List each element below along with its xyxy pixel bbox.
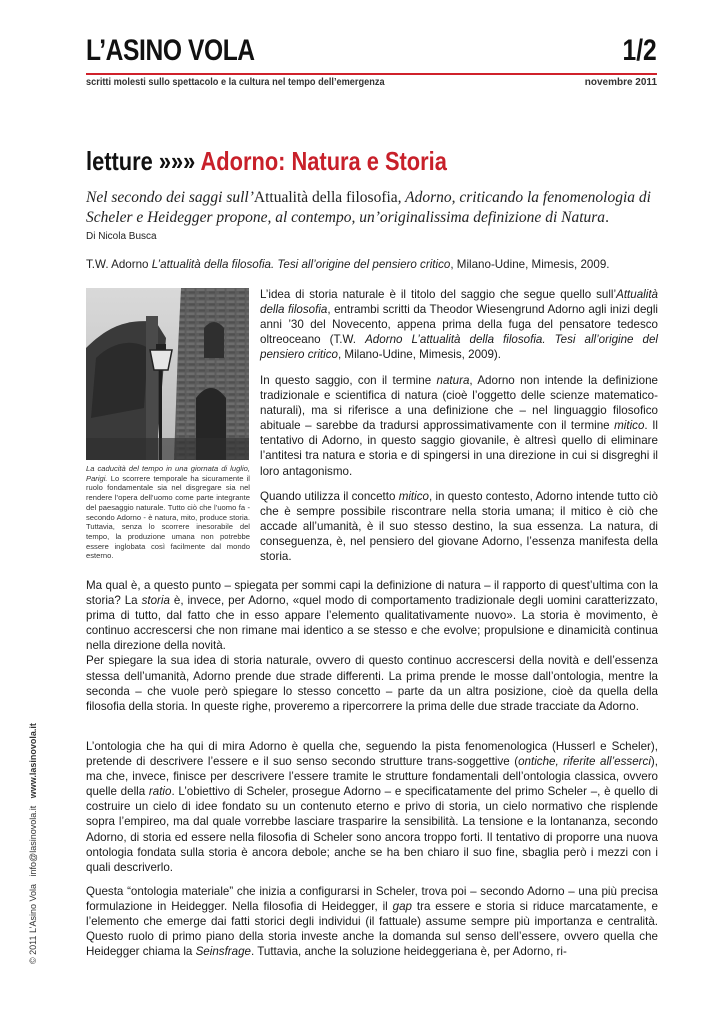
- byline: Di Nicola Busca: [86, 231, 157, 242]
- text-run: , entrambi scritti da Theodor Wiesengrund Adorno agli inizi degli anni ’30 del Novecento, appena prima della fuga del pensatore tedesco oltreoceano (T.W.: [260, 303, 658, 347]
- text-italic: ontiche, riferite all’esserci: [518, 755, 651, 769]
- paragraph: [86, 884, 658, 959]
- text-run: Quando utilizza il concetto: [260, 490, 399, 503]
- text-italic: natura: [436, 374, 470, 387]
- section-label: letture »»»: [86, 146, 196, 176]
- text-run: . Il tentativo di Adorno, in questo saggio giovanile, è altresì quello di eliminare l’antitesi tra natura e storia e di spingersi in una direzione in cui si disgreghi il loro antagonismo.: [260, 419, 658, 478]
- article-title: Adorno: Natura e Storia: [200, 146, 447, 176]
- lede-part: , Adorno, criticando la fenomenologia di Scheler e Heidegger propone: [86, 189, 651, 226]
- text-run: . Tuttavia, anche la soluzione heideggeriana è, per Adorno, ri-: [251, 945, 567, 959]
- paragraph: [260, 373, 658, 479]
- text-italic: gap: [392, 900, 412, 914]
- text-run: . L’obiettivo di Scheler, prosegue Adorno – e specificatamente del primo Scheler –, è quello di costruire un cielo di idee fondato su un contenuto eterno e privo di storia, un cielo normativo che risplende sopra l’empireo, ma dal quale vorrebbe lasciare trasparire la sensibilità. La tensione e la lontananza, secondo Adorno, di storia ed essere nella filosofia di Scheler sono ancora troppo forti. Il tentativo di proporre una nuova ontologia fondata sulla storia è ancora debole; anche se ha ben chiaro il suo fine, sbaglia però i mezzi con i quali descriverlo.: [86, 785, 658, 874]
- masthead-subtitle: scritti molesti sullo spettacolo e la cultura nel tempo dell’emergenza: [86, 77, 385, 88]
- article-lede: [86, 188, 661, 228]
- book-reference: [86, 258, 610, 271]
- lede-part: Nel secondo dei saggi sull’: [86, 189, 254, 206]
- issue-date: novembre 2011: [584, 77, 657, 88]
- paragraph: [86, 578, 658, 714]
- lede-part: , al contempo, un’originalissima definizione di Natura: [267, 209, 606, 226]
- caption-italic: La caducità del tempo in una giornata di luglio, Parigi.: [86, 464, 250, 483]
- masthead-rule: [86, 73, 657, 75]
- masthead-title: L’ASINO VOLA: [86, 34, 255, 67]
- text-run: L’idea di storia naturale è il titolo del saggio che segue quello sull’: [260, 288, 617, 301]
- text-run: Per spiegare la sua idea di storia naturale, ovvero di questo continuo accrescersi della novità e dell’essenza stessa dell’umanità, Adorno prende due strade differenti. La prima prende le mosse dall’ontologia, mentre la seconda – che vuole però spiegare lo stesso concetto – parte da un altra posizione, cioè da quella della filosofia della storia. In queste righe, proveremo a ripercorrere la prima delle due strade tracciate da Adorno.: [86, 654, 658, 713]
- page-number: 1/2: [622, 34, 657, 67]
- text-italic: Adorno L’attualità della filosofia. Tesi all’origine del pensiero critico: [260, 333, 658, 362]
- text-run: è, invece, per Adorno, «quel modo di comportamento tradizionale degli uomini caratterizzato, prima di tutto, dal fatto che in esso appare l’elemento qualitativamente nuovo». La storia è movimento, è continuo accrescersi che non rimane mai identico a se stesso e che evolve; propulsione e dinamicità continua nella direzione della novità.: [86, 594, 658, 653]
- paragraph: [86, 739, 658, 875]
- photo-caption: [86, 464, 250, 561]
- caption-text: Lo scorrere temporale ha sicuramente il ruolo fondamentale sia nel disgregare sia nel rendere l’opera dell’uomo come parte integrante del paesaggio naturale. Tutto ciò che l’uomo fa - secondo Adorno - è natura, mito, produce storia. Tuttavia, senza lo scorrere inesorabile del tempo, la produzione umana non potrebbe essere inglobata così facilmente dal mondo esterno.: [86, 473, 250, 561]
- text-run: In questo saggio, con il termine: [260, 374, 437, 387]
- paragraph: [260, 489, 658, 564]
- article-photo: [86, 288, 249, 460]
- paragraph: [260, 287, 658, 362]
- text-run: , Milano-Udine, Mimesis, 2009).: [337, 348, 501, 362]
- text-italic: Seinsfrage: [195, 945, 251, 959]
- text-italic: mitico: [614, 419, 645, 433]
- text-italic: mitico: [398, 490, 429, 503]
- website-link[interactable]: www.lasinovola.it: [28, 723, 38, 799]
- text-italic: Attualità della filosofia: [260, 288, 658, 317]
- reference-publisher: , Milano-Udine, Mimesis, 2009.: [450, 258, 610, 271]
- text-run: ), ma che, invece, finisce per descrivere l’essere tramite le strutture fondamentali dell’ontologia classica, ovvero quelle della: [86, 755, 658, 799]
- text-run: Questa “ontologia materiale” che inizia a configurarsi in Scheler, trova poi – secondo Adorno – una più precisa formulazione in Heidegger. Nella filosofia di Heidegger, il: [86, 885, 658, 914]
- lede-work: Attualità della filosofia: [253, 189, 398, 206]
- lede-end: .: [605, 209, 609, 226]
- text-italic: storia: [141, 594, 170, 608]
- reference-author: T.W. Adorno: [86, 258, 152, 271]
- text-run: , in questo contesto, Adorno intende tutto ciò che è sempre possibile riscontrare nella storia umana; il mitico è ciò che accade all’umanità, è il suo stesso destino, la sua essenza. La natura, di conseguenza, è, nel pensiero del giovane Adorno, l’essenza manifesta della storia.: [260, 490, 658, 564]
- copyright: © 2011 L’Asino Vola: [28, 883, 38, 964]
- side-credit: [28, 723, 38, 964]
- text-run: L’ontologia che ha qui di mira Adorno è quella che, seguendo la pista fenomenologica (Husserl e Scheler), pretende di descrivere l’essere e il suo senso secondo strutture trans-soggettive (: [86, 740, 658, 769]
- text-run: tra essere e storia si riduce marcatamente, e l’elemento che emerge dai fatti storici degli individui (il fattuale) assume sempre più importanza e centralità. Questo ruolo di primo piano della storia investe anche la domanda sul senso dell’essere, ovvero quella che Heidegger chiama la: [86, 900, 658, 959]
- article-heading: [86, 146, 447, 177]
- text-run: Ma qual è, a questo punto – spiegata per sommi capi la definizione di natura – il rapporto di quest’ultima con la storia? La: [86, 579, 658, 608]
- email-link[interactable]: info@lasinovola.it: [28, 805, 38, 877]
- text-run: , Adorno non intende la definizione tradizionale e scientifica di natura (cioè l’oggetto delle scienze matematico-naturali), ma si riferisce a una definizione che – nel linguaggio filosofico abituale – sarebbe da tradursi approssimativamente con il termine: [260, 374, 658, 433]
- reference-title: L’attualità della filosofia. Tesi all’origine del pensiero critico: [151, 258, 451, 271]
- text-italic: ratio: [148, 785, 172, 799]
